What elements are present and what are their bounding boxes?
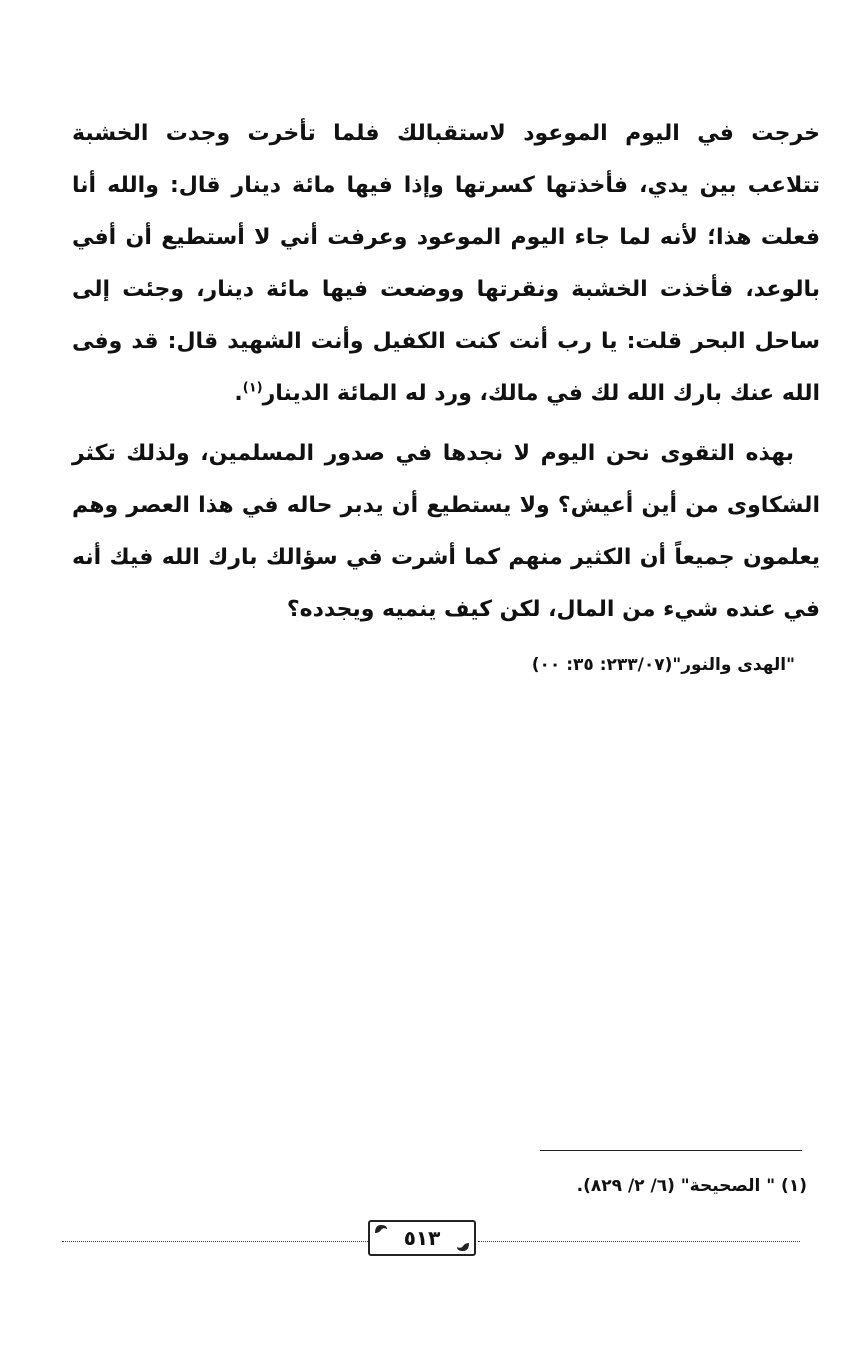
- paragraph-2: بهذه التقوى نحن اليوم لا نجدها في صدور المسلمين، ولذلك تكثر الشكاوى من أين أعيش؟ ولا يستطيع أن يدبر حاله في هذا العصر وهم يعلمون جميعاً أن الكثير منهم كما أشرت في سؤالك بارك الله فيك أنه في عنده شيء من المال، لكن كيف ينميه ويجدده؟: [72, 441, 820, 622]
- footnote-marker: (١): [242, 380, 263, 396]
- corner-ornament-icon: [456, 1242, 470, 1252]
- page-number: ٥١٣: [403, 1226, 441, 1250]
- paragraph-1: [72, 108, 820, 420]
- footer-dotted-line-left: [62, 1241, 368, 1242]
- source-citation: "الهدى والنور"(٢٣٣/٠٧: ٣٥: ٠٠): [531, 655, 795, 675]
- footer-dotted-line-right: [478, 1241, 800, 1242]
- page-number-frame: [368, 1220, 476, 1256]
- footnote: (١) " الصحيحة" (٦/ ٢/ ٨٢٩).: [576, 1176, 807, 1196]
- paragraph-1-end: .: [234, 381, 243, 406]
- paragraph-1-text: خرجت في اليوم الموعود لاستقبالك فلما تأخرت وجدت الخشبة تتلاعب بين يدي، فأخذتها كسرتها وإذا فيها مائة دينار قال: والله أنا فعلت هذا؛ لأنه لما جاء اليوم الموعود وعرفت أني لا أستطيع أن أفي بالوعد، فأخذت الخشبة ونقرتها ووضعت فيها مائة دينار، وجئت إلى ساحل البحر قلت: يا رب أنت كنت الكفيل وأنت الشهيد قال: قد وفى الله عنك بارك الله لك في مالك، ورد له المائة الدينار: [72, 121, 820, 406]
- corner-ornament-icon: [374, 1224, 388, 1234]
- main-text: [72, 108, 820, 636]
- footnote-divider: [540, 1150, 802, 1151]
